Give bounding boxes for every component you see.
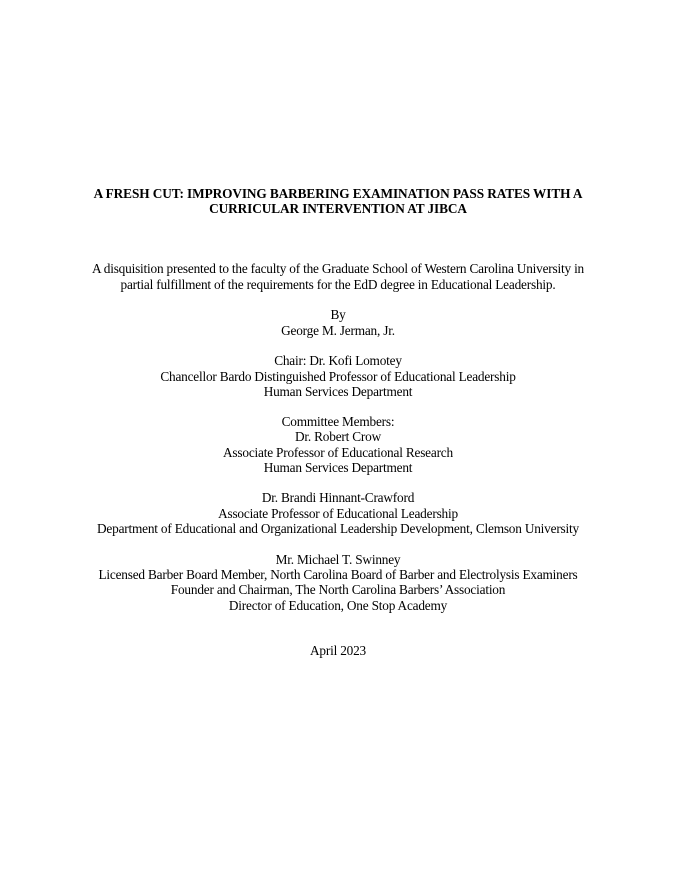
chair-title: Chancellor Bardo Distinguished Professor of Educational Leadership <box>160 369 516 384</box>
chair-department: Human Services Department <box>263 384 413 399</box>
committee-member-2-department: Department of Educational and Organizational Leadership Development, Clemson University <box>97 521 579 536</box>
committee-member-1-title: Associate Professor of Educational Research <box>223 445 453 460</box>
committee-member-1-department: Human Services Department <box>263 460 413 475</box>
statement-line-1: A disquisition presented to the faculty of the Graduate School of Western Carolina University in <box>91 261 585 276</box>
chair-name: Chair: Dr. Kofi Lomotey <box>274 353 402 368</box>
document-title-line-1: A FRESH CUT: IMPROVING BARBERING EXAMINATION PASS RATES WITH A <box>93 186 583 201</box>
committee-member-3-board: Licensed Barber Board Member, North Carolina Board of Barber and Electrolysis Examiners <box>98 567 578 582</box>
statement-line-2: partial fulfillment of the requirements for the EdD degree in Educational Leadership. <box>120 277 556 292</box>
committee-heading: Committee Members: <box>281 414 395 429</box>
committee-member-2-title: Associate Professor of Educational Leadership <box>218 506 458 521</box>
author-name: George M. Jerman, Jr. <box>281 323 395 338</box>
committee-member-1-name: Dr. Robert Crow <box>294 429 381 444</box>
document-title-line-2: CURRICULAR INTERVENTION AT JIBCA <box>209 201 467 216</box>
committee-member-3-association: Founder and Chairman, The North Carolina Barbers’ Association <box>170 582 506 597</box>
committee-member-3-academy: Director of Education, One Stop Academy <box>228 598 448 613</box>
by-label: By <box>330 307 346 322</box>
submission-date: April 2023 <box>310 643 366 658</box>
committee-member-3-name: Mr. Michael T. Swinney <box>275 552 401 567</box>
committee-member-2-name: Dr. Brandi Hinnant-Crawford <box>261 490 415 505</box>
